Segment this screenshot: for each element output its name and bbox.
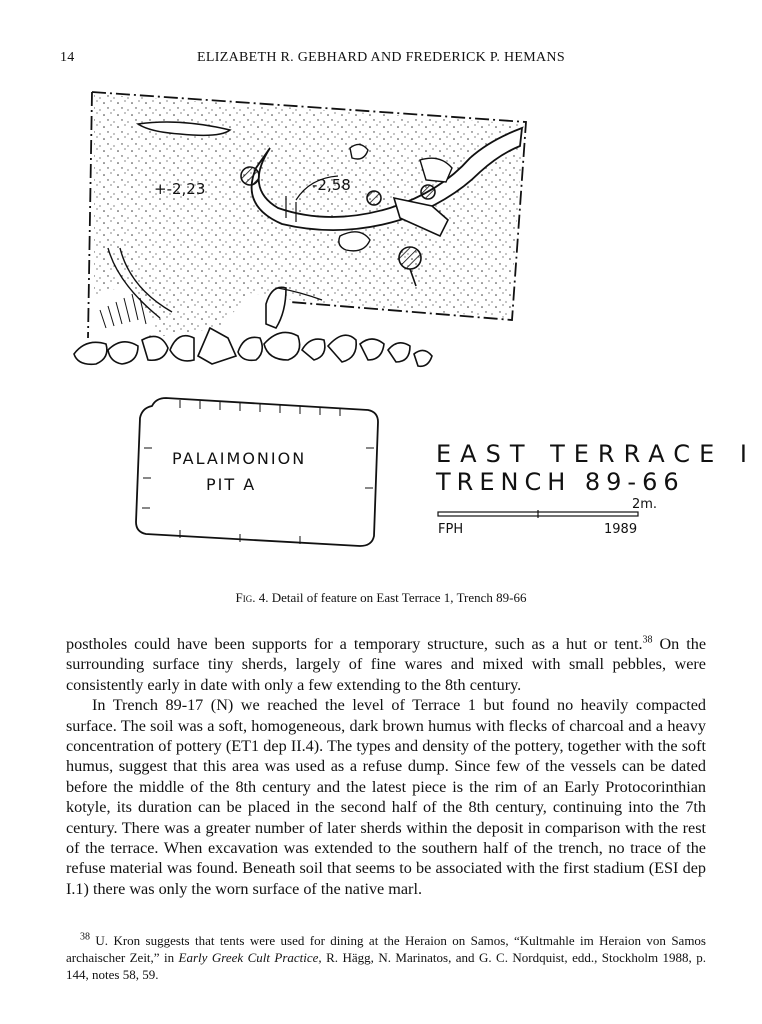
posthole-2: [367, 191, 381, 205]
footnote: [66, 932, 706, 983]
footnote-text: R. Hägg, N. Marinatos, and G. C. Nordquist, edd., Stockholm 1988, p. 144, notes 58, 59.: [66, 950, 706, 982]
figure-title-line2: TRENCH 89-66: [436, 468, 685, 496]
trench-plan-drawing: [60, 88, 756, 558]
scale-bar: [438, 497, 657, 537]
caption-text: Detail of feature on East Terrace 1, Trench 89-66: [271, 590, 527, 605]
paragraph-text: postholes could have been supports for a temporary structure, such as a hut or tent.: [66, 635, 643, 653]
body-text: [66, 634, 706, 899]
elevation-label: -2,58: [312, 176, 351, 194]
figure-title-line1: EAST TERRACE I: [436, 440, 756, 468]
page-number: 14: [60, 50, 75, 65]
footnote-text: U. Kron suggests that tents were used for dining at the Heraion on Samos, “Kultmahle im Heraion von Samos archaischer Zeit,” in: [66, 933, 706, 965]
header-authors: ELIZABETH R. GEBHARD AND FREDERICK P. HEMANS: [197, 50, 565, 65]
running-header: [60, 50, 702, 72]
drawing-year: 1989: [604, 522, 638, 537]
figure-label: Fig. 4.: [235, 590, 269, 605]
posthole-1: [241, 167, 259, 185]
draftsman-initials: FPH: [438, 522, 464, 537]
posthole-4: [399, 247, 421, 269]
paragraph-text: On the surrounding surface tiny sherds, largely of fine wares and mixed with small pebbles, were consistently early in date with only a few extending to the 8th century.: [66, 635, 706, 694]
elevation-label: +-2,23: [154, 180, 206, 198]
book-title: Early Greek Cult Practice,: [178, 950, 322, 965]
footnote-number: 38: [80, 931, 90, 943]
palaimonion-pit: [136, 398, 378, 546]
pit-label-sub: PIT A: [206, 475, 257, 494]
paragraph: In Trench 89-17 (N) we reached the level of Terrace 1 but found no heavily compacted surface. The soil was a soft, homogeneous, dark brown humus with flecks of charcoal and a heavy concentration of pottery (ET1 dep II.4). The types and density of the pottery, together with the soft humus, suggest that this area was used as a refuse dump. Since few of the vessels can be dated before the middle of the 8th century and the latest piece is the rim of an Early Protocorinthian kotyle, its duration can be placed in the second half of the 8th century, continuing into the 7th century. There was a greater number of later sherds within the deposit in comparison with the rest of the terrace. When excavation was extended to the southern half of the trench, no trace of the refuse material was found. Beneath soil that seems to be associated with the first stadium (ESI dep I.1) there was only the worn surface of the native marl.: [66, 696, 706, 898]
posthole-3: [421, 185, 435, 199]
scale-label: 2m.: [632, 497, 658, 512]
paragraph: [66, 634, 706, 695]
pit-label: PALAIMONION: [172, 449, 307, 468]
figure-caption: [60, 590, 702, 606]
footnote-ref[interactable]: 38: [642, 634, 653, 646]
figure-4: [60, 88, 756, 558]
